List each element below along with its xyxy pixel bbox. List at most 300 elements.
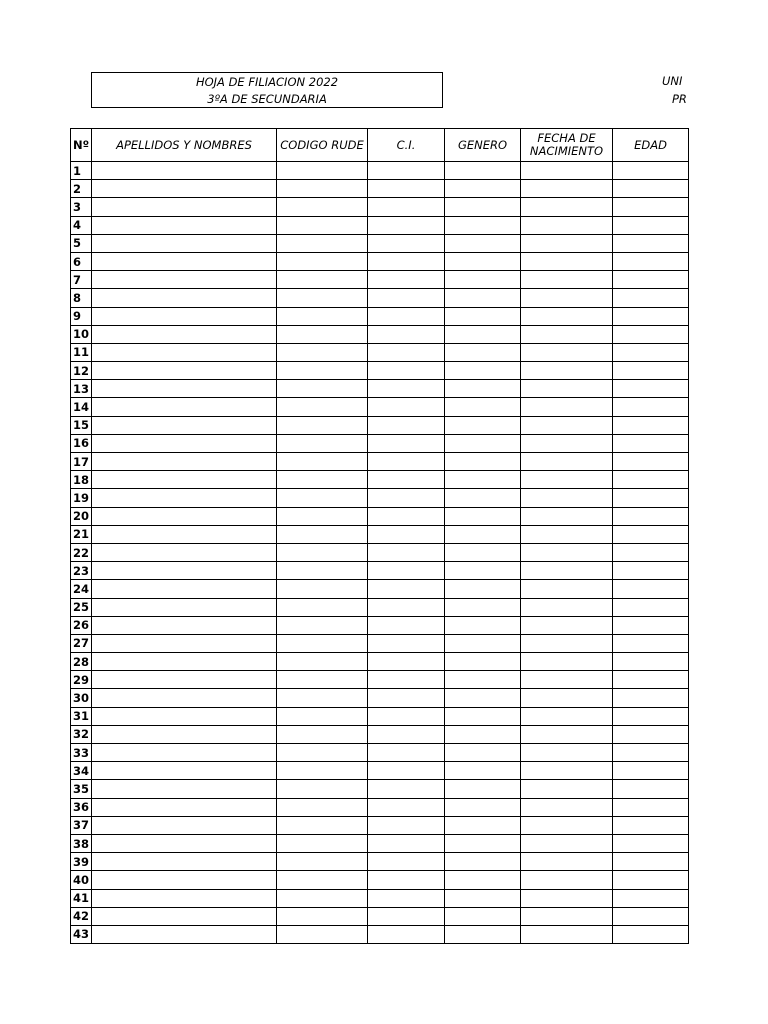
birth-date-cell[interactable] [521,762,613,780]
ci-cell[interactable] [368,398,445,416]
ci-cell[interactable] [368,543,445,561]
ci-cell[interactable] [368,234,445,252]
gender-cell[interactable] [445,362,521,380]
gender-cell[interactable] [445,707,521,725]
ci-cell[interactable] [368,889,445,907]
ci-cell[interactable] [368,562,445,580]
ci-cell[interactable] [368,634,445,652]
header-row [71,129,689,162]
gender-cell[interactable] [445,616,521,634]
birth-date-cell[interactable] [521,780,613,798]
age-cell[interactable] [613,780,689,798]
table-row [71,489,689,507]
rude-code-cell[interactable] [277,307,368,325]
ci-cell[interactable] [368,471,445,489]
ci-cell[interactable] [368,180,445,198]
row-number: 27 [71,634,92,652]
table-row [71,198,689,216]
age-cell[interactable] [613,525,689,543]
ci-cell[interactable] [368,925,445,943]
ci-cell[interactable] [368,616,445,634]
birth-date-cell[interactable] [521,543,613,561]
names-cell[interactable] [92,416,277,434]
rude-code-cell[interactable] [277,798,368,816]
rude-code-cell[interactable] [277,671,368,689]
rude-code-cell[interactable] [277,653,368,671]
names-cell[interactable] [92,780,277,798]
table-row [71,871,689,889]
gender-cell[interactable] [445,671,521,689]
table-row [71,471,689,489]
rude-code-cell[interactable] [277,562,368,580]
age-cell[interactable] [613,380,689,398]
ci-cell[interactable] [368,307,445,325]
names-cell[interactable] [92,471,277,489]
row-number: 15 [71,416,92,434]
age-cell[interactable] [613,707,689,725]
table-row [71,380,689,398]
gender-cell[interactable] [445,580,521,598]
age-cell[interactable] [613,289,689,307]
birth-date-cell[interactable] [521,162,613,180]
names-cell[interactable] [92,507,277,525]
names-cell[interactable] [92,689,277,707]
gender-cell[interactable] [445,162,521,180]
row-number: 2 [71,180,92,198]
row-number: 34 [71,762,92,780]
gender-cell[interactable] [445,271,521,289]
rude-code-cell[interactable] [277,689,368,707]
ci-cell[interactable] [368,216,445,234]
gender-cell[interactable] [445,252,521,270]
gender-cell[interactable] [445,325,521,343]
age-cell[interactable] [613,198,689,216]
age-cell[interactable] [613,234,689,252]
birth-date-cell[interactable] [521,871,613,889]
names-cell[interactable] [92,834,277,852]
table-row [71,798,689,816]
birth-date-cell[interactable] [521,798,613,816]
rude-code-cell[interactable] [277,925,368,943]
names-cell[interactable] [92,271,277,289]
names-cell[interactable] [92,707,277,725]
ci-cell[interactable] [368,780,445,798]
names-cell[interactable] [92,525,277,543]
rude-code-cell[interactable] [277,362,368,380]
names-cell[interactable] [92,816,277,834]
birth-date-cell[interactable] [521,343,613,361]
birth-date-cell[interactable] [521,834,613,852]
rude-code-cell[interactable] [277,453,368,471]
ci-cell[interactable] [368,525,445,543]
age-cell[interactable] [613,180,689,198]
gender-cell[interactable] [445,198,521,216]
ci-cell[interactable] [368,252,445,270]
row-number: 21 [71,525,92,543]
table-row [71,325,689,343]
birth-date-cell[interactable] [521,889,613,907]
age-cell[interactable] [613,416,689,434]
names-cell[interactable] [92,398,277,416]
rude-code-cell[interactable] [277,725,368,743]
gender-cell[interactable] [445,744,521,762]
names-cell[interactable] [92,616,277,634]
gender-cell[interactable] [445,525,521,543]
gender-cell[interactable] [445,925,521,943]
rude-code-cell[interactable] [277,162,368,180]
age-cell[interactable] [613,434,689,452]
names-cell[interactable] [92,489,277,507]
side-header-line2: PR [672,92,687,106]
age-cell[interactable] [613,562,689,580]
birth-date-cell[interactable] [521,307,613,325]
birth-date-cell[interactable] [521,453,613,471]
age-cell[interactable] [613,725,689,743]
ci-cell[interactable] [368,198,445,216]
birth-date-cell[interactable] [521,598,613,616]
names-cell[interactable] [92,307,277,325]
table-row [71,216,689,234]
rude-code-cell[interactable] [277,780,368,798]
rude-code-cell[interactable] [277,271,368,289]
rude-code-cell[interactable] [277,471,368,489]
gender-cell[interactable] [445,343,521,361]
gender-cell[interactable] [445,907,521,925]
gender-cell[interactable] [445,725,521,743]
ci-cell[interactable] [368,689,445,707]
names-cell[interactable] [92,653,277,671]
ci-cell[interactable] [368,289,445,307]
ci-cell[interactable] [368,798,445,816]
gender-cell[interactable] [445,653,521,671]
birth-date-cell[interactable] [521,216,613,234]
rude-code-cell[interactable] [277,634,368,652]
ci-cell[interactable] [368,362,445,380]
birth-date-cell[interactable] [521,725,613,743]
age-cell[interactable] [613,507,689,525]
names-cell[interactable] [92,543,277,561]
names-cell[interactable] [92,798,277,816]
names-cell[interactable] [92,180,277,198]
rude-code-cell[interactable] [277,343,368,361]
rude-code-cell[interactable] [277,416,368,434]
names-cell[interactable] [92,634,277,652]
age-cell[interactable] [613,762,689,780]
gender-cell[interactable] [445,816,521,834]
gender-cell[interactable] [445,453,521,471]
row-number: 35 [71,780,92,798]
rude-code-cell[interactable] [277,744,368,762]
ci-cell[interactable] [368,834,445,852]
rude-code-cell[interactable] [277,252,368,270]
names-cell[interactable] [92,162,277,180]
age-cell[interactable] [613,162,689,180]
table-row [71,434,689,452]
birth-date-cell[interactable] [521,234,613,252]
names-cell[interactable] [92,871,277,889]
rude-code-cell[interactable] [277,525,368,543]
names-cell[interactable] [92,725,277,743]
rude-code-cell[interactable] [277,234,368,252]
table-row [71,889,689,907]
birth-date-cell[interactable] [521,671,613,689]
ci-cell[interactable] [368,871,445,889]
rude-code-cell[interactable] [277,853,368,871]
age-cell[interactable] [613,889,689,907]
table-row [71,543,689,561]
birth-date-cell[interactable] [521,289,613,307]
gender-cell[interactable] [445,853,521,871]
age-cell[interactable] [613,925,689,943]
ci-cell[interactable] [368,507,445,525]
names-cell[interactable] [92,216,277,234]
gender-cell[interactable] [445,798,521,816]
gender-cell[interactable] [445,234,521,252]
names-cell[interactable] [92,925,277,943]
names-cell[interactable] [92,580,277,598]
names-cell[interactable] [92,234,277,252]
birth-date-cell[interactable] [521,471,613,489]
row-number: 39 [71,853,92,871]
ci-cell[interactable] [368,325,445,343]
gender-cell[interactable] [445,762,521,780]
names-cell[interactable] [92,453,277,471]
row-number: 40 [71,871,92,889]
birth-date-cell[interactable] [521,198,613,216]
age-cell[interactable] [613,634,689,652]
age-cell[interactable] [613,871,689,889]
rude-code-cell[interactable] [277,289,368,307]
age-cell[interactable] [613,598,689,616]
age-cell[interactable] [613,453,689,471]
birth-date-cell[interactable] [521,271,613,289]
age-cell[interactable] [613,307,689,325]
names-cell[interactable] [92,325,277,343]
names-cell[interactable] [92,289,277,307]
birth-date-cell[interactable] [521,907,613,925]
ci-cell[interactable] [368,453,445,471]
birth-date-cell[interactable] [521,252,613,270]
age-cell[interactable] [613,216,689,234]
ci-cell[interactable] [368,653,445,671]
age-cell[interactable] [613,252,689,270]
row-number: 19 [71,489,92,507]
rude-code-cell[interactable] [277,507,368,525]
gender-cell[interactable] [445,780,521,798]
birth-date-cell[interactable] [521,380,613,398]
rude-code-cell[interactable] [277,489,368,507]
table-row [71,780,689,798]
gender-cell[interactable] [445,489,521,507]
gender-cell[interactable] [445,634,521,652]
ci-cell[interactable] [368,343,445,361]
rude-code-cell[interactable] [277,434,368,452]
rude-code-cell[interactable] [277,198,368,216]
rude-code-cell[interactable] [277,871,368,889]
gender-cell[interactable] [445,543,521,561]
rude-code-cell[interactable] [277,907,368,925]
rude-code-cell[interactable] [277,325,368,343]
table-row [71,653,689,671]
names-cell[interactable] [92,434,277,452]
birth-date-cell[interactable] [521,634,613,652]
birth-date-cell[interactable] [521,507,613,525]
birth-date-cell[interactable] [521,398,613,416]
age-cell[interactable] [613,325,689,343]
age-cell[interactable] [613,362,689,380]
ci-cell[interactable] [368,725,445,743]
gender-cell[interactable] [445,289,521,307]
rude-code-cell[interactable] [277,180,368,198]
table-row [71,525,689,543]
birth-date-cell[interactable] [521,362,613,380]
gender-cell[interactable] [445,216,521,234]
birth-date-cell[interactable] [521,180,613,198]
names-cell[interactable] [92,907,277,925]
col-header-number: Nº [71,129,92,162]
row-number: 36 [71,798,92,816]
ci-cell[interactable] [368,162,445,180]
age-cell[interactable] [613,671,689,689]
gender-cell[interactable] [445,398,521,416]
gender-cell[interactable] [445,507,521,525]
ci-cell[interactable] [368,816,445,834]
ci-cell[interactable] [368,707,445,725]
names-cell[interactable] [92,562,277,580]
title-box [91,72,443,108]
names-cell[interactable] [92,889,277,907]
ci-cell[interactable] [368,671,445,689]
birth-date-cell[interactable] [521,416,613,434]
table-row [71,816,689,834]
ci-cell[interactable] [368,762,445,780]
gender-cell[interactable] [445,471,521,489]
birth-date-cell[interactable] [521,689,613,707]
age-cell[interactable] [613,616,689,634]
roster-body [71,162,689,944]
row-number: 17 [71,453,92,471]
birth-date-cell[interactable] [521,489,613,507]
ci-cell[interactable] [368,744,445,762]
age-cell[interactable] [613,271,689,289]
gender-cell[interactable] [445,834,521,852]
birth-date-cell[interactable] [521,434,613,452]
age-cell[interactable] [613,907,689,925]
age-cell[interactable] [613,580,689,598]
gender-cell[interactable] [445,380,521,398]
table-row [71,744,689,762]
names-cell[interactable] [92,198,277,216]
rude-code-cell[interactable] [277,616,368,634]
birth-date-cell[interactable] [521,325,613,343]
birth-date-cell[interactable] [521,616,613,634]
ci-cell[interactable] [368,907,445,925]
age-cell[interactable] [613,398,689,416]
age-cell[interactable] [613,489,689,507]
names-cell[interactable] [92,671,277,689]
names-cell[interactable] [92,598,277,616]
gender-cell[interactable] [445,871,521,889]
gender-cell[interactable] [445,598,521,616]
gender-cell[interactable] [445,562,521,580]
ci-cell[interactable] [368,853,445,871]
table-row [71,725,689,743]
row-number: 26 [71,616,92,634]
row-number: 6 [71,252,92,270]
rude-code-cell[interactable] [277,380,368,398]
rude-code-cell[interactable] [277,216,368,234]
gender-cell[interactable] [445,307,521,325]
rude-code-cell[interactable] [277,543,368,561]
birth-date-cell[interactable] [521,707,613,725]
rude-code-cell[interactable] [277,707,368,725]
row-number: 25 [71,598,92,616]
table-row [71,671,689,689]
rude-code-cell[interactable] [277,598,368,616]
names-cell[interactable] [92,380,277,398]
birth-date-cell[interactable] [521,816,613,834]
ci-cell[interactable] [368,416,445,434]
birth-date-cell[interactable] [521,925,613,943]
birth-date-cell[interactable] [521,562,613,580]
names-cell[interactable] [92,252,277,270]
names-cell[interactable] [92,762,277,780]
ci-cell[interactable] [368,434,445,452]
age-cell[interactable] [613,816,689,834]
gender-cell[interactable] [445,416,521,434]
age-cell[interactable] [613,853,689,871]
col-header-age: EDAD [613,129,689,162]
col-header-rude-code: CODIGO RUDE [277,129,368,162]
names-cell[interactable] [92,343,277,361]
age-cell[interactable] [613,798,689,816]
birth-date-cell[interactable] [521,580,613,598]
age-cell[interactable] [613,471,689,489]
ci-cell[interactable] [368,580,445,598]
rude-code-cell[interactable] [277,816,368,834]
age-cell[interactable] [613,834,689,852]
birth-date-cell[interactable] [521,853,613,871]
age-cell[interactable] [613,689,689,707]
age-cell[interactable] [613,343,689,361]
ci-cell[interactable] [368,380,445,398]
birth-date-cell[interactable] [521,653,613,671]
rude-code-cell[interactable] [277,889,368,907]
row-number: 11 [71,343,92,361]
names-cell[interactable] [92,853,277,871]
rude-code-cell[interactable] [277,762,368,780]
ci-cell[interactable] [368,489,445,507]
birth-date-cell[interactable] [521,744,613,762]
names-cell[interactable] [92,744,277,762]
gender-cell[interactable] [445,180,521,198]
gender-cell[interactable] [445,889,521,907]
table-row [71,289,689,307]
ci-cell[interactable] [368,598,445,616]
rude-code-cell[interactable] [277,398,368,416]
gender-cell[interactable] [445,689,521,707]
names-cell[interactable] [92,362,277,380]
rude-code-cell[interactable] [277,834,368,852]
document-title: HOJA DE FILIACION 2022 [195,75,339,89]
ci-cell[interactable] [368,271,445,289]
gender-cell[interactable] [445,434,521,452]
birth-date-cell[interactable] [521,525,613,543]
age-cell[interactable] [613,543,689,561]
rude-code-cell[interactable] [277,580,368,598]
age-cell[interactable] [613,653,689,671]
age-cell[interactable] [613,744,689,762]
